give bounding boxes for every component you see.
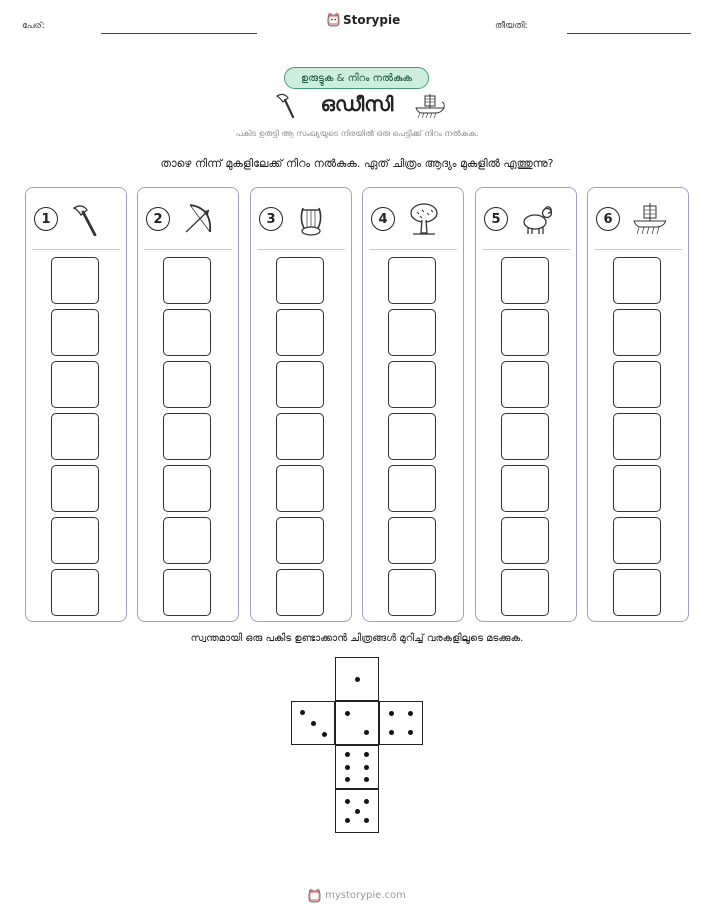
column-number: 1 [34, 207, 58, 231]
dice-pip [322, 732, 327, 737]
color-box[interactable] [501, 257, 549, 304]
color-box[interactable] [51, 257, 99, 304]
color-box[interactable] [51, 465, 99, 512]
dice-pip [345, 765, 350, 770]
dice-pip [364, 777, 369, 782]
color-box[interactable] [163, 465, 211, 512]
color-box[interactable] [613, 257, 661, 304]
olive-tree-icon [407, 202, 441, 236]
color-box[interactable] [163, 257, 211, 304]
dice-face-3 [291, 701, 335, 745]
dice-pip [389, 711, 394, 716]
dice-pip [345, 818, 350, 823]
color-box[interactable] [613, 517, 661, 564]
page-title: ഒഡീസി [320, 92, 394, 116]
name-label: പേര്: [22, 21, 45, 31]
column-number: 6 [596, 207, 620, 231]
dice-pip [345, 711, 350, 716]
color-box[interactable] [501, 413, 549, 460]
date-label: തീയതി: [495, 21, 528, 31]
color-box[interactable] [163, 413, 211, 460]
color-box[interactable] [388, 465, 436, 512]
column-4 [362, 187, 464, 622]
dice-pip [355, 809, 360, 814]
column-divider [144, 249, 232, 250]
dice-pip [389, 730, 394, 735]
color-box[interactable] [51, 517, 99, 564]
color-box[interactable] [388, 257, 436, 304]
dice-face-6 [335, 745, 379, 789]
color-box[interactable] [51, 569, 99, 616]
dice-pip [355, 677, 360, 682]
column-header [34, 202, 104, 236]
column-divider [32, 249, 120, 250]
dice-pip [364, 818, 369, 823]
color-box[interactable] [276, 413, 324, 460]
column-3 [250, 187, 352, 622]
column-1 [25, 187, 127, 622]
column-6 [587, 187, 689, 622]
column-divider [369, 249, 457, 250]
column-divider [257, 249, 345, 250]
axe-icon [70, 202, 104, 236]
dice-pip [345, 799, 350, 804]
subtitle: പകിട ഉരുട്ടി ആ സംഖ്യയുടെ നിരയിൽ ഒരു പെട്ടിക്ക് നിറം നൽകുക. [235, 129, 479, 138]
column-number: 3 [259, 207, 283, 231]
footer [0, 888, 714, 903]
color-box[interactable] [51, 309, 99, 356]
storypie-mascot-icon [308, 888, 321, 903]
dice-pip [408, 730, 413, 735]
color-box[interactable] [613, 413, 661, 460]
dice-pip [364, 799, 369, 804]
brand-logo [327, 12, 400, 27]
dice-pip [364, 765, 369, 770]
color-box[interactable] [388, 309, 436, 356]
dice-pip [408, 711, 413, 716]
color-box[interactable] [613, 309, 661, 356]
color-box[interactable] [51, 361, 99, 408]
color-box[interactable] [388, 517, 436, 564]
color-box[interactable] [163, 309, 211, 356]
color-box[interactable] [388, 413, 436, 460]
ship-icon [632, 202, 666, 236]
name-line[interactable] [101, 33, 257, 34]
color-box[interactable] [276, 569, 324, 616]
color-box[interactable] [501, 309, 549, 356]
dice-pip [345, 777, 350, 782]
brand-name: Storypie [343, 12, 401, 27]
question-text: താഴെ നിന്ന് മുകളിലേക്ക് നിറം നൽകുക. ഏത് ചിത്രം ആദ്യം മുകളിൽ എത്തുന്നു? [160, 157, 554, 170]
activity-tag: ഉരുട്ടുക & നിറം നൽകുക [284, 67, 429, 89]
color-box[interactable] [276, 517, 324, 564]
column-header [484, 202, 554, 236]
dice-pip [364, 752, 369, 757]
lyre-icon [295, 202, 329, 236]
color-box[interactable] [276, 309, 324, 356]
date-line[interactable] [567, 33, 691, 34]
column-number: 5 [484, 207, 508, 231]
column-header [259, 202, 329, 236]
color-box[interactable] [276, 257, 324, 304]
color-box[interactable] [501, 517, 549, 564]
column-2 [137, 187, 239, 622]
color-box[interactable] [501, 361, 549, 408]
dice-pip [300, 710, 305, 715]
dice-face-1 [335, 657, 379, 701]
color-box[interactable] [163, 517, 211, 564]
bow-icon [182, 202, 216, 236]
dice-instruction: സ്വന്തമായി ഒരു പകിട ഉണ്ടാക്കാൻ ചിത്രങ്ങൾ മുറിച്ച് വരകളിലൂടെ മടക്കുക. [190, 633, 524, 644]
column-number: 2 [146, 207, 170, 231]
ship-icon [414, 93, 446, 119]
color-box[interactable] [276, 465, 324, 512]
dice-pip [364, 730, 369, 735]
column-5 [475, 187, 577, 622]
column-header [146, 202, 216, 236]
column-header [371, 202, 441, 236]
color-box[interactable] [613, 569, 661, 616]
dice-face-2 [335, 701, 379, 745]
footer-url: mystorypie.com [325, 890, 406, 901]
column-header [596, 202, 666, 236]
color-box[interactable] [388, 361, 436, 408]
column-number: 4 [371, 207, 395, 231]
column-divider [482, 249, 570, 250]
ram-icon [520, 202, 554, 236]
dice-pip [311, 721, 316, 726]
color-box[interactable] [613, 361, 661, 408]
dice-pip [345, 752, 350, 757]
color-box[interactable] [501, 465, 549, 512]
color-box[interactable] [163, 569, 211, 616]
color-box[interactable] [388, 569, 436, 616]
color-box[interactable] [163, 361, 211, 408]
color-box[interactable] [613, 465, 661, 512]
color-box[interactable] [501, 569, 549, 616]
dice-face-5 [335, 789, 379, 833]
column-divider [594, 249, 682, 250]
color-box[interactable] [276, 361, 324, 408]
storypie-mascot-icon [327, 12, 340, 27]
color-box[interactable] [51, 413, 99, 460]
dice-face-4 [379, 701, 423, 745]
